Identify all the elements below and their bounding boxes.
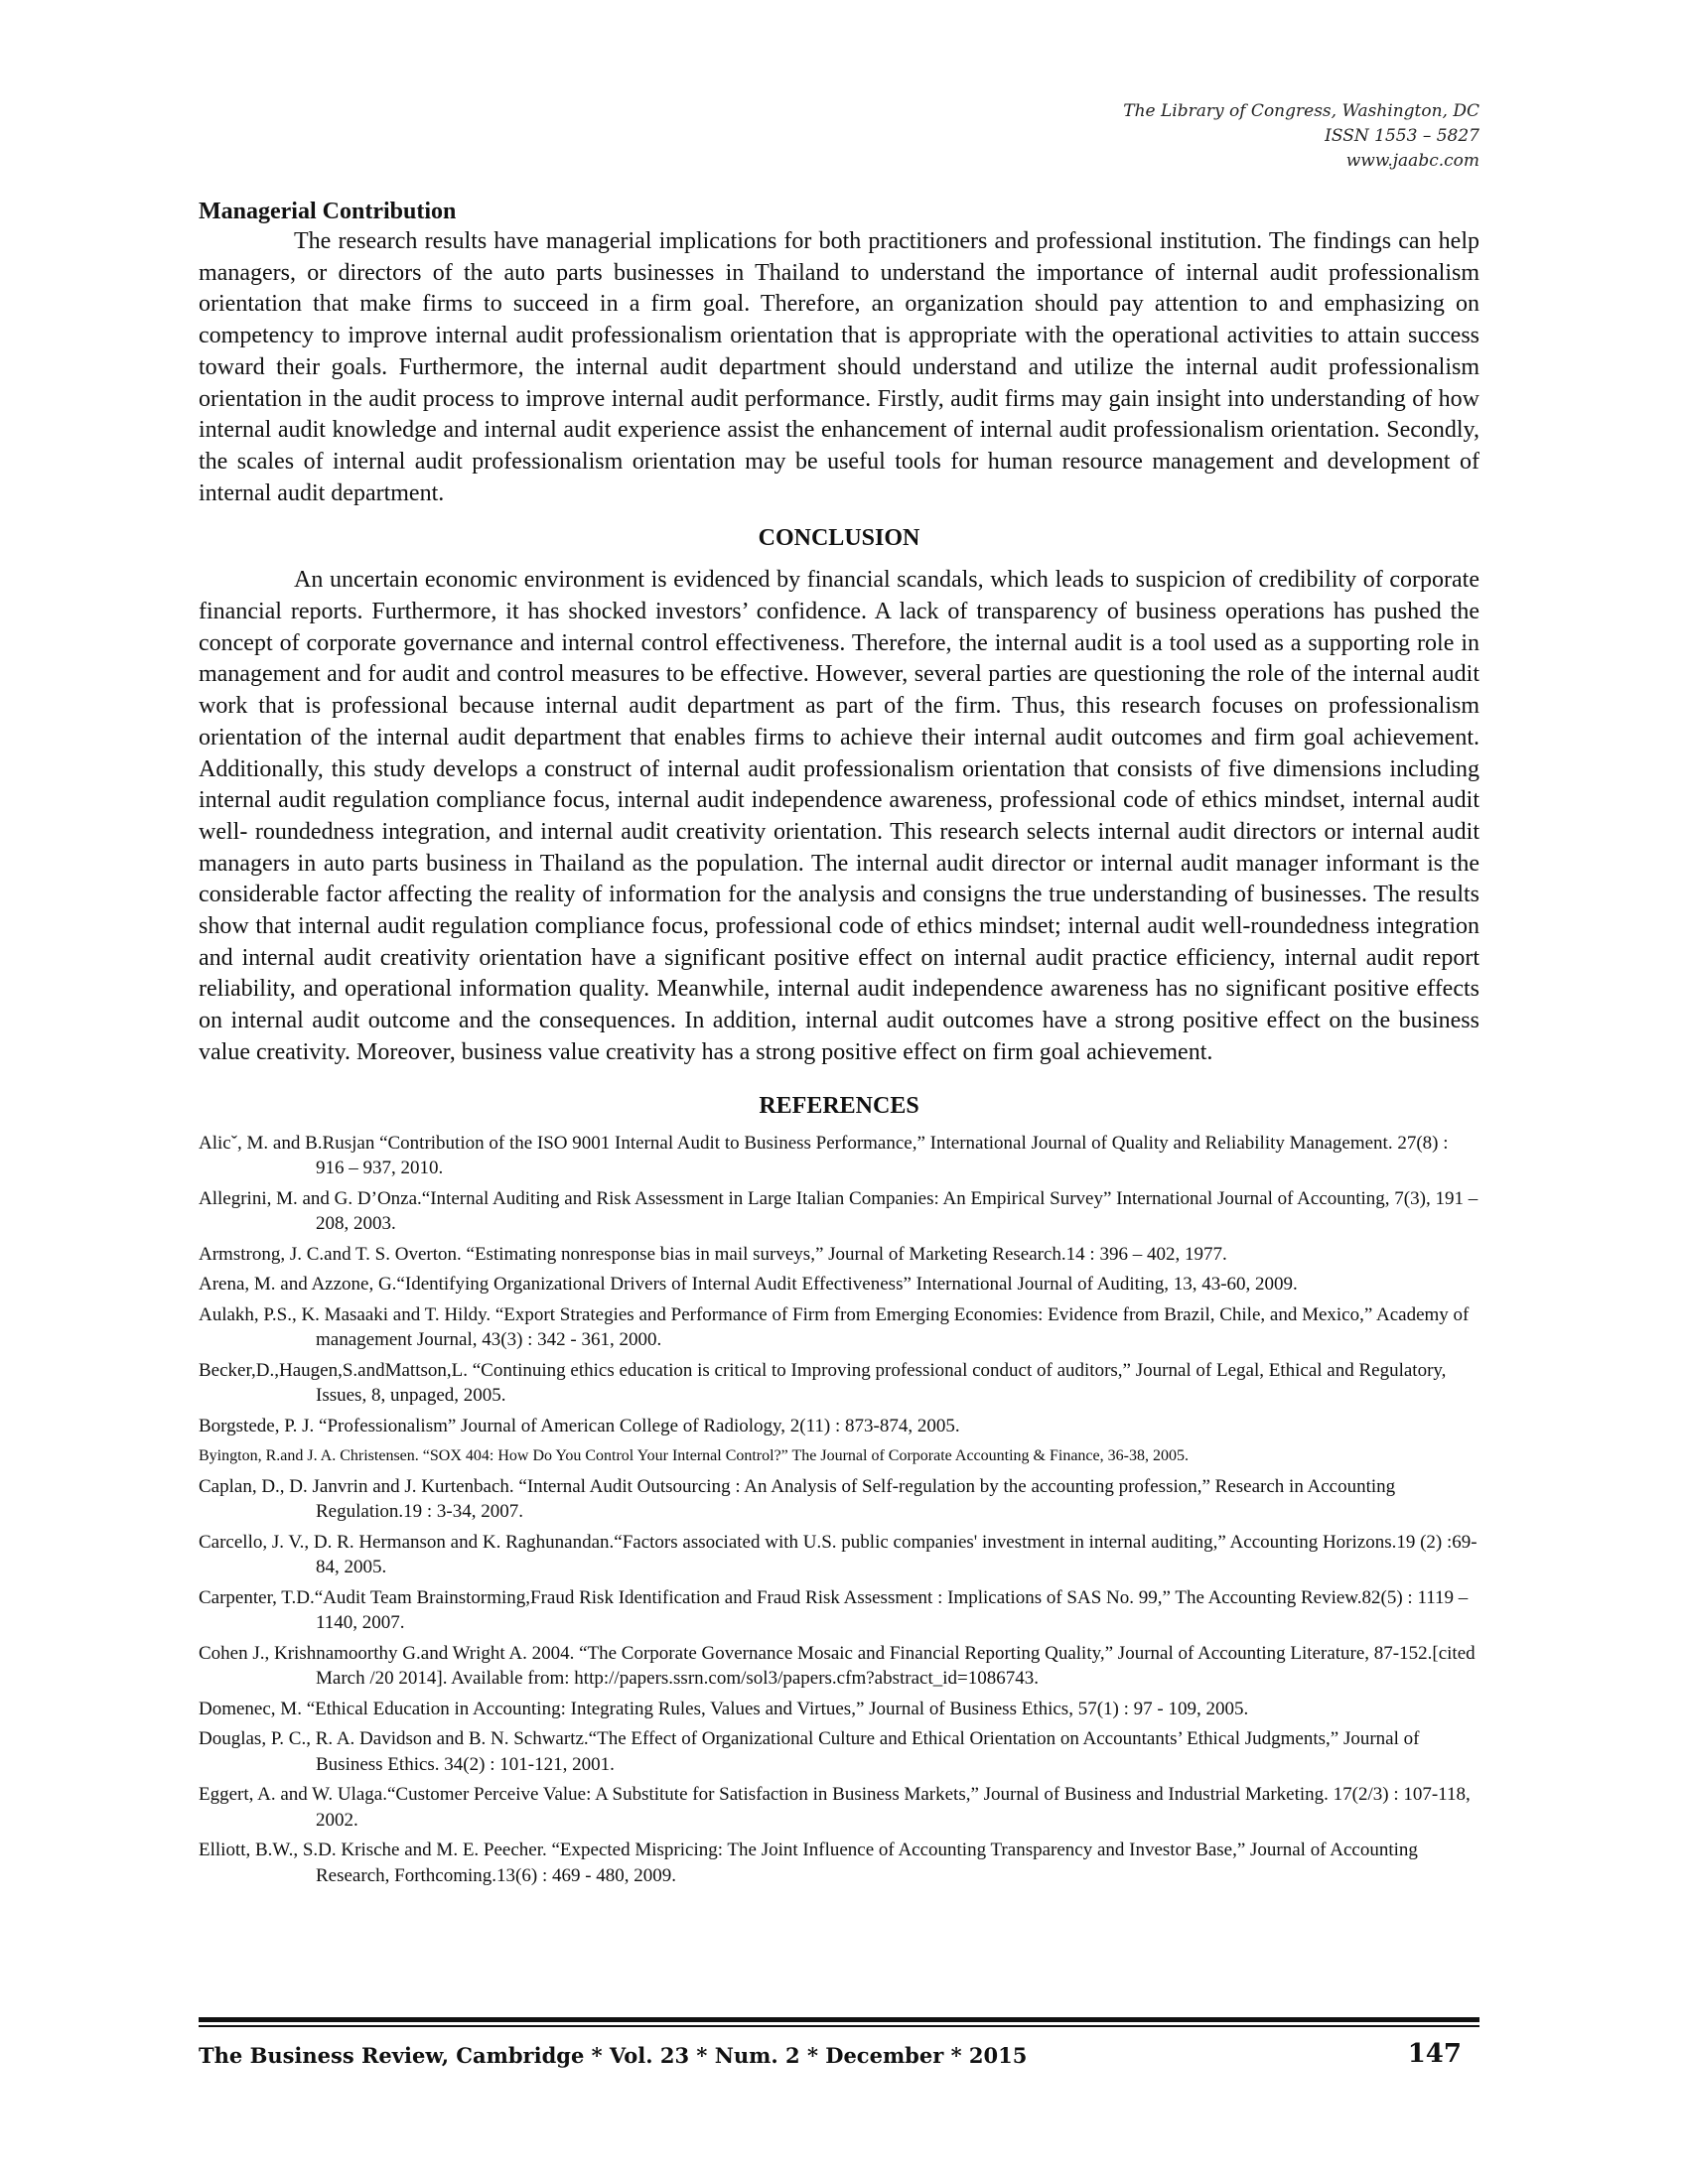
reference-item: Douglas, P. C., R. A. Davidson and B. N. Schwartz.“The Effect of Organizational Culture and Ethical Orientation on Accountants’ Ethical Judgments,” Journal of Business Ethics. 34(2) : 101-121, 2001.: [199, 1728, 1420, 1775]
reference-item: Arena, M. and Azzone, G.“Identifying Organizational Drivers of Internal Audit Effectiveness” International Journal of Auditing, 13, 43-60, 2009.: [199, 1274, 1298, 1296]
reference-item: Eggert, A. and W. Ulaga.“Customer Perceive Value: A Substitute for Satisfaction in Business Markets,” Journal of Business and Industrial Marketing. 17(2/3) : 107-118, 2002.: [199, 1784, 1471, 1831]
reference-item: Armstrong, J. C.and T. S. Overton. “Estimating nonresponse bias in mail surveys,” Journal of Marketing Research.14 : 396 – 402, 1977.: [199, 1243, 1227, 1265]
running-header: [983, 99, 1479, 174]
reference-item: Domenec, M. “Ethical Education in Accounting: Integrating Rules, Values and Virtues,” Journal of Business Ethics, 57(1) : 97 - 109, 2005.: [199, 1698, 1249, 1719]
conclusion-heading: CONCLUSION: [758, 525, 920, 552]
reference-item: Caplan, D., D. Janvrin and J. Kurtenbach. “Internal Audit Outsourcing : An Analysis of Self-regulation by the accounting profession,” Research in Accounting Regulation.19 : 3-34, 2007.: [199, 1475, 1396, 1523]
reference-item: Aulakh, P.S., K. Masaaki and T. Hildy. “Export Strategies and Performance of Firm from Emerging Economies: Evidence from Brazil, Chile, and Mexico,” Academy of management Journal, 43(3) : 342 - 361, 2000.: [199, 1303, 1470, 1351]
references-list: [199, 1131, 1479, 1889]
footer-rule-thin: [199, 2025, 1479, 2027]
footer-journal-info: The Business Review, Cambridge * Vol. 23 * Num. 2 * December * 2015: [199, 2043, 1028, 2068]
header-website: www.jaabc.com: [1345, 151, 1479, 171]
header-publisher: The Library of Congress, Washington, DC: [1123, 101, 1479, 121]
reference-item: Carpenter, T.D.“Audit Team Brainstorming,Fraud Risk Identification and Fraud Risk Assessment : Implications of SAS No. 99,” The Accounting Review.82(5) : 1119 – 1140, 2007.: [199, 1586, 1469, 1634]
main-content: [199, 197, 1479, 1893]
references-heading: REFERENCES: [759, 1092, 919, 1119]
running-footer: [199, 2039, 1479, 2073]
managerial-contribution-heading: Managerial Contribution: [199, 199, 457, 224]
conclusion-paragraph: An uncertain economic environment is evidenced by financial scandals, which leads to suspicion of credibility of corporate financial reports. Furthermore, it has shocked investors’ confidence. A lack of transparency of business operations has pushed the concept of corporate governance and internal control effectiveness. Therefore, the internal audit is a tool used as a supporting role in management and for audit and control measures to be effective. However, several parties are questioning the role of the internal audit work that is professional because internal audit department as part of the firm. Thus, this research focuses on professionalism orientation of the internal audit department that enables firms to achieve their internal audit outcomes and firm goal achievement. Additionally, this study develops a construct of internal audit professionalism orientation that consists of five dimensions including internal audit regulation compliance focus, internal audit independence awareness, professional code of ethics mindset, internal audit well- roundedness integration, and internal audit creativity orientation. This research selects internal audit directors or internal audit managers in auto parts business in Thailand as the population. The internal audit director or internal audit manager informant is the considerable factor affecting the reality of information for the analysis and consigns the true understanding of businesses. The results show that internal audit regulation compliance focus, professional code of ethics mindset; internal audit well-roundedness integration and internal audit creativity orientation have a significant positive effect on internal audit practice efficiency, internal audit report reliability, and operational information quality. Meanwhile, internal audit independence awareness has no significant positive effects on internal audit outcome and the consequences. In addition, internal audit outcomes have a strong positive effect on the business value creativity. Moreover, business value creativity has a strong positive effect on firm goal achievement.: [199, 567, 1479, 1065]
reference-item: Becker,D.,Haugen,S.andMattson,L. “Continuing ethics education is critical to Improving professional conduct of auditors,” Journal of Legal, Ethical and Regulatory, Issues, 8, unpaged, 2005.: [199, 1359, 1447, 1407]
reference-item: Elliott, B.W., S.D. Krische and M. E. Peecher. “Expected Mispricing: The Joint Influence of Accounting Transparency and Investor Base,” Journal of Accounting Research, Forthcoming.13(6) : 469 - 480, 2009.: [199, 1840, 1418, 1886]
reference-item: Cohen J., Krishnamoorthy G.and Wright A. 2004. “The Corporate Governance Mosaic and Financial Reporting Quality,” Journal of Accounting Literature, 87-152.[cited March /20 2014]. Available from: http://papers.ssrn.com/sol3/papers.cfm?abstract_id=1086743.: [199, 1642, 1476, 1690]
reference-item: Borgstede, P. J. “Professionalism” Journal of American College of Radiology, 2(11) : 873-874, 2005.: [199, 1415, 960, 1436]
page-number: 147: [1407, 2039, 1462, 2069]
reference-item: Carcello, J. V., D. R. Hermanson and K. Raghunandan.“Factors associated with U.S. public companies' investment in internal auditing,” Accounting Horizons.19 (2) :69-84, 2005.: [199, 1531, 1477, 1578]
reference-item: Byington, R.and J. A. Christensen. “SOX 404: How Do You Control Your Internal Control?” The Journal of Corporate Accounting & Finance, 36-38, 2005.: [199, 1447, 1189, 1465]
managerial-contribution-paragraph: The research results have managerial implications for both practitioners and professional institution. The findings can help managers, or directors of the auto parts businesses in Thailand to understand the importance of internal audit professionalism orientation that make firms to succeed in a firm goal. Therefore, an organization should pay attention to and emphasizing on competency to improve internal audit professionalism orientation that is appropriate with the operational activities to attain success toward their goals. Furthermore, the internal audit department should understand and utilize the internal audit professionalism orientation in the audit process to improve internal audit performance. Firstly, audit firms may gain insight into understanding of how internal audit knowledge and internal audit experience assist the enhancement of internal audit professionalism orientation. Secondly, the scales of internal audit professionalism orientation may be useful tools for human resource management and development of internal audit department.: [199, 228, 1479, 506]
reference-item: Alicˇ, M. and B.Rusjan “Contribution of the ISO 9001 Internal Audit to Business Performance,” International Journal of Quality and Reliability Management. 27(8) : 916 – 937, 2010.: [199, 1132, 1449, 1179]
reference-item: Allegrini, M. and G. D’Onza.“Internal Auditing and Risk Assessment in Large Italian Companies: An Empirical Survey” International Journal of Accounting, 7(3), 191 – 208, 2003.: [199, 1187, 1478, 1235]
footer-rule: [199, 2017, 1479, 2022]
header-issn: ISSN 1553 – 5827: [1325, 126, 1479, 146]
